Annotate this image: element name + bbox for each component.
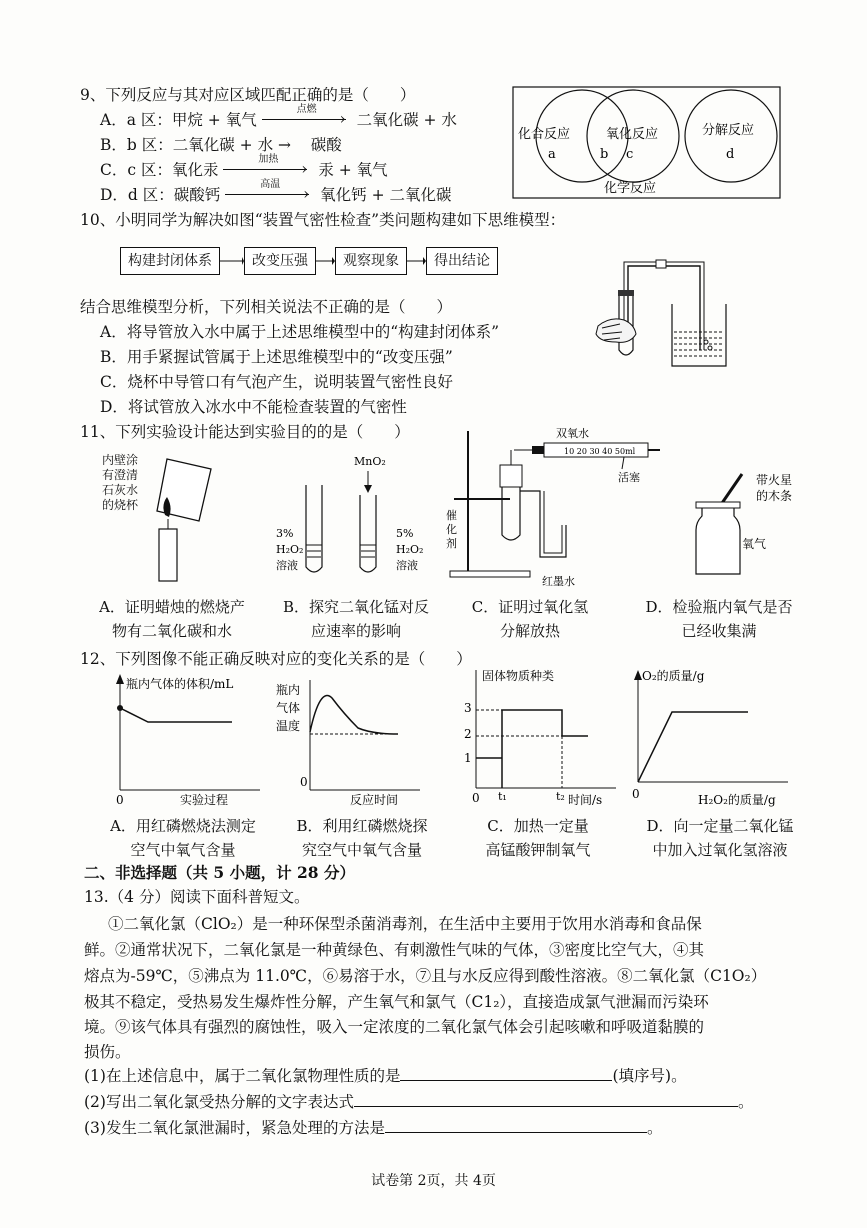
q10-option-a: A．将导管放入水中属于上述思维模型中的“构建封闭体系” (100, 323, 500, 341)
q10-sub: 结合思维模型分析，下列相关说法不正确的是（ ） (80, 298, 453, 316)
q11c-apparatus (446, 425, 664, 593)
answer-blank-1[interactable] (400, 1064, 612, 1081)
q13-stem: 13.（4 分）阅读下面科普短文。 (84, 888, 310, 906)
q13-sub-3: (3)发生二氧化氯泄漏时，紧急处理的方法是 。 (84, 1116, 662, 1139)
svg-text:5%: 5% (396, 527, 414, 540)
svg-text:活塞: 活塞 (618, 471, 640, 484)
svg-text:固体物质种类: 固体物质种类 (482, 669, 555, 683)
svg-text:实验过程: 实验过程 (180, 793, 229, 807)
q13-para-4: 极其不稳定，受热易发生爆炸性分解，产生氧气和氯气（C1₂），直接造成氯气泄漏而污染环 (84, 993, 709, 1011)
q13-para-3: 熔点为-59℃，⑤沸点为 11.0℃，⑥易溶于水，⑦且与水反应得到酸性溶液。⑧二氧化氯（C1O₂） (84, 967, 767, 985)
flow-step-4: 得出结论 (426, 247, 498, 275)
svg-text:b: b (600, 147, 609, 162)
svg-text:带火星: 带火星 (756, 473, 793, 487)
q9-option-d: D．d 区：碳酸钙 高温 › 氧化钙 + 二氧化碳 (100, 179, 452, 204)
svg-text:2: 2 (464, 727, 472, 741)
svg-text:H₂O₂: H₂O₂ (276, 543, 304, 556)
svg-text:瓶内: 瓶内 (276, 683, 301, 697)
q9-option-a: A．a 区：甲烷 + 氧气 点燃 › 二氧化碳 + 水 (100, 104, 457, 129)
airtightness-apparatus (590, 258, 735, 368)
q12-graph-d (628, 668, 798, 808)
q11-caption-c: C．证明过氧化氢 分解放热 (471, 598, 589, 640)
q13-para-1: ①二氧化氯（ClO₂）是一种环保型杀菌消毒剂，在生活中主要用于饮用水消毒和食品保 (108, 915, 702, 933)
venn-decomposition-label: 分解反应 (702, 123, 755, 138)
q12-graph-c (460, 664, 620, 808)
venn-combination-label: 化合反应 (518, 127, 571, 142)
svg-text:0: 0 (472, 791, 480, 805)
q9-venn-diagram (512, 86, 782, 200)
svg-text:O₂的质量/g: O₂的质量/g (642, 669, 705, 683)
q11-stem: 11、下列实验设计能达到实验目的的是（ ） (80, 423, 410, 441)
q10-option-c: C．烧杯中导管口有气泡产生，说明装置气密性良好 (100, 373, 453, 391)
q13-para-5: 境。⑨该气体具有强烈的腐蚀性，吸入一定浓度的二氧化氯气体会引起咳嗽和呼吸道黏膜的 (84, 1018, 705, 1036)
svg-text:化: 化 (446, 523, 457, 536)
q10-option-d: D．将试管放入冰水中不能检查装置的气密性 (100, 398, 407, 416)
q12-caption-a: A．用红磷燃烧法测定 空气中氧气含量 (110, 817, 256, 859)
svg-text:瓶内气体的体积/mL: 瓶内气体的体积/mL (126, 677, 234, 691)
q13-para-6: 损伤。 (84, 1043, 131, 1061)
svg-text:0: 0 (300, 775, 308, 789)
svg-text:0: 0 (632, 787, 640, 801)
q12-caption-d: D．向一定量二氧化锰 中加入过氧化氢溶液 (646, 817, 794, 859)
svg-text:t₁: t₁ (498, 790, 507, 803)
q12-graph-a (108, 672, 268, 808)
svg-text:H₂O₂的质量/g: H₂O₂的质量/g (698, 793, 776, 807)
svg-text:红墨水: 红墨水 (542, 575, 575, 588)
svg-text:3%: 3% (276, 527, 294, 540)
svg-text:0: 0 (116, 793, 124, 807)
q11b-test-tubes (276, 455, 436, 585)
page-footer: 试卷第 2页，共 4页 (371, 1173, 496, 1189)
q11-caption-d: D．检验瓶内氧气是否 已经收集满 (645, 598, 793, 640)
q12-stem: 12、下列图像不能正确反映对应的变化关系的是（ ） (80, 650, 472, 668)
svg-text:a: a (548, 147, 556, 162)
venn-outer-label: 化学反应 (604, 181, 657, 196)
svg-text:时间/s: 时间/s (568, 793, 603, 807)
q11a-label: 内壁涂 有澄清 石灰水 的烧杯 (102, 453, 139, 512)
svg-text:3: 3 (464, 701, 472, 715)
svg-text:双氧水: 双氧水 (556, 427, 589, 440)
q9-stem: 9、下列反应与其对应区域匹配正确的是（ ） (80, 86, 416, 104)
svg-text:MnO₂: MnO₂ (354, 455, 386, 468)
q9-option-b: B．b 区：二氧化碳 + 水 → 碳酸 (100, 136, 342, 154)
venn-oxidation-label: 氧化反应 (606, 127, 659, 142)
svg-text:H₂O₂: H₂O₂ (396, 543, 424, 556)
section2-heading: 二、非选择题（共 5 小题，计 28 分） (84, 863, 355, 882)
svg-text:10 20 30 40 50ml: 10 20 30 40 50ml (564, 447, 636, 456)
svg-text:反应时间: 反应时间 (350, 793, 399, 807)
svg-text:温度: 温度 (276, 719, 301, 733)
svg-text:溶液: 溶液 (276, 559, 298, 572)
q10-stem: 10、小明同学为解决如图“装置气密性检查”类问题构建如下思维模型： (80, 211, 566, 229)
q11d-gas-bottle (682, 470, 832, 580)
flow-step-1: 构建封闭体系 (120, 247, 220, 275)
q13-sub-1: (1)在上述信息中，属于二氧化氯物理性质的是 (填序号)。 (84, 1064, 687, 1087)
q9-option-c: C．c 区：氧化汞 加热 › 汞 + 氧气 (100, 154, 388, 179)
svg-text:的木条: 的木条 (756, 489, 793, 503)
q13-sub-2: (2)写出二氧化氯受热分解的文字表达式 。 (84, 1090, 753, 1113)
svg-text:剂: 剂 (446, 537, 457, 550)
answer-blank-2[interactable] (354, 1090, 738, 1107)
svg-text:催: 催 (446, 509, 457, 522)
q12-caption-c: C．加热一定量 高锰酸钾制氧气 (485, 817, 591, 859)
svg-text:气体: 气体 (276, 701, 301, 715)
q11-caption-a: A．证明蜡烛的燃烧产 物有二氧化碳和水 (99, 598, 245, 640)
answer-blank-3[interactable] (385, 1116, 647, 1133)
svg-text:c: c (626, 147, 634, 162)
q13-para-2: 鲜。②通常状况下，二氧化氯是一种黄绿色、有刺激性气味的气体，③密度比空气大，④其 (84, 941, 705, 959)
svg-text:d: d (726, 147, 735, 162)
svg-text:溶液: 溶液 (396, 559, 418, 572)
q12-caption-b: B．利用红磷燃烧探 究空气中氧气含量 (296, 817, 428, 859)
svg-text:t₂: t₂ (556, 790, 565, 803)
q12-graph-b (248, 672, 428, 808)
q11-caption-b: B．探究二氧化锰对反 应速率的影响 (282, 598, 430, 640)
flow-step-3: 观察现象 (335, 247, 407, 275)
flow-step-2: 改变压强 (244, 247, 316, 275)
q11a-candle-beaker (145, 455, 215, 587)
svg-text:1: 1 (464, 751, 472, 765)
flow-arrows (218, 252, 428, 272)
svg-text:氧气: 氧气 (742, 537, 767, 551)
q10-option-b: B．用手紧握试管属于上述思维模型中的“改变压强” (100, 348, 453, 366)
